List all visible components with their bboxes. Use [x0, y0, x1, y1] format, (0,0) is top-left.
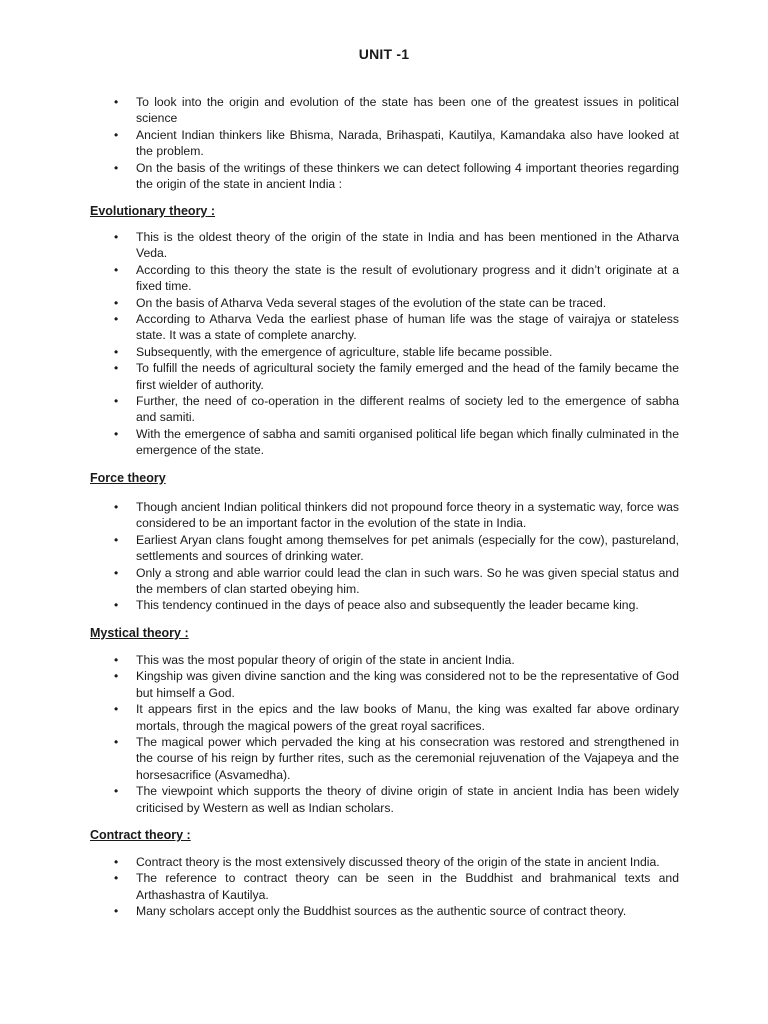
list-item: • Many scholars accept only the Buddhist sources as the authentic source of contract theory.	[114, 904, 627, 919]
bullet-icon: •	[114, 669, 119, 684]
list-item: • With the emergence of sabha and samiti organised political life began which finally culminated in the emergence of the state.	[114, 426, 679, 458]
list-item: • This is the oldest theory of the origin of the state in India and has been mentioned in the Atharva Veda.	[114, 230, 679, 261]
list-item: • To look into the origin and evolution of the state has been one of the greatest issues in political science	[114, 95, 679, 126]
bullet-icon: •	[114, 426, 119, 441]
bullet-icon: •	[114, 160, 119, 175]
list-item: • Kingship was given divine sanction and the king was considered not to be the representative of God but himself a God.	[114, 669, 679, 700]
bullet-icon: •	[114, 653, 119, 667]
list-item: • To fulfill the needs of agricultural society the family emerged and the head of the family became the first wielder of authority.	[114, 361, 679, 392]
evolutionary-list	[0, 229, 768, 459]
list-item: • On the basis of the writings of these thinkers we can detect following 4 important theories regarding the origin of the state in ancient India :	[114, 160, 679, 192]
bullet-icon: •	[114, 361, 119, 376]
bullet-icon: •	[114, 565, 119, 580]
list-item: • The magical power which pervaded the king at his consecration was restored and strengthened in the course of his reign by further rites, such as the ceremonial rejuvenation of the Vajapeya and the horsesacrifice (Asvamedha).	[114, 735, 679, 782]
list-item: • The reference to contract theory can be seen in the Buddhist and brahmanical texts and Arthashastra of Kautilya.	[114, 871, 679, 902]
list-item: • Though ancient Indian political thinkers did not propound force theory in a systematic way, force was considered to be an important factor in the evolution of the state in India.	[114, 500, 679, 531]
section-heading-evolutionary: Evolutionary theory :	[90, 204, 216, 218]
bullet-icon: •	[114, 871, 119, 886]
bullet-icon: •	[114, 344, 119, 359]
section-heading-contract: Contract theory :	[90, 828, 191, 842]
bullet-icon: •	[114, 312, 119, 327]
bullet-icon: •	[114, 904, 119, 919]
bullet-icon: •	[114, 702, 119, 717]
list-item: • According to Atharva Veda the earliest phase of human life was the stage of vairajya or stateless state. It was a state of complete anarchy.	[114, 312, 679, 343]
list-item: • Ancient Indian thinkers like Bhisma, Narada, Brihaspati, Kautilya, Kamandaka also have looked at the problem.	[114, 127, 679, 159]
list-item: • Further, the need of co-operation in the different realms of society led to the emergence of sabha and samiti.	[114, 394, 679, 425]
bullet-icon: •	[114, 95, 119, 109]
list-item: • This tendency continued in the days of peace also and subsequently the leader became king.	[114, 598, 639, 613]
bullet-icon: •	[114, 262, 119, 277]
bullet-icon: •	[114, 735, 119, 750]
contract-list	[0, 854, 768, 920]
bullet-icon: •	[114, 500, 119, 514]
list-item: • Subsequently, with the emergence of agriculture, stable life became possible.	[114, 344, 553, 359]
bullet-icon: •	[114, 598, 119, 613]
intro-list	[0, 94, 768, 192]
section-heading-force: Force theory	[90, 471, 166, 485]
list-item: • This was the most popular theory of origin of the state in ancient India.	[114, 653, 515, 667]
list-item: • Contract theory is the most extensively discussed theory of the origin of the state in ancient India.	[114, 855, 660, 869]
bullet-icon: •	[114, 855, 119, 869]
list-item: • On the basis of Atharva Veda several stages of the evolution of the state can be traced.	[114, 295, 607, 310]
bullet-icon: •	[114, 394, 119, 409]
list-item: • According to this theory the state is the result of evolutionary progress and it didn’t originate at a fixed time.	[114, 262, 679, 294]
list-item: • Only a strong and able warrior could lead the clan in such wars. So he was given special status and the members of clan started obeying him.	[114, 565, 679, 597]
page-title: UNIT -1	[358, 46, 410, 62]
bullet-icon: •	[114, 230, 119, 244]
force-list	[0, 499, 768, 614]
mystical-list	[0, 652, 768, 816]
bullet-icon: •	[114, 784, 119, 799]
section-heading-mystical: Mystical theory :	[90, 626, 189, 640]
bullet-icon: •	[114, 295, 119, 310]
list-item: • Earliest Aryan clans fought among themselves for pet animals (especially for the cow), pastureland, settlements and sources of drinking water.	[114, 532, 679, 564]
list-item: • It appears first in the epics and the law books of Manu, the king was exalted far above ordinary mortals, through the magical powers of the great royal sacrifices.	[114, 702, 679, 733]
bullet-icon: •	[114, 532, 119, 547]
bullet-icon: •	[114, 127, 119, 142]
list-item: • The viewpoint which supports the theory of divine origin of state in ancient India has been widely criticised by Western as well as Indian scholars.	[114, 784, 679, 815]
